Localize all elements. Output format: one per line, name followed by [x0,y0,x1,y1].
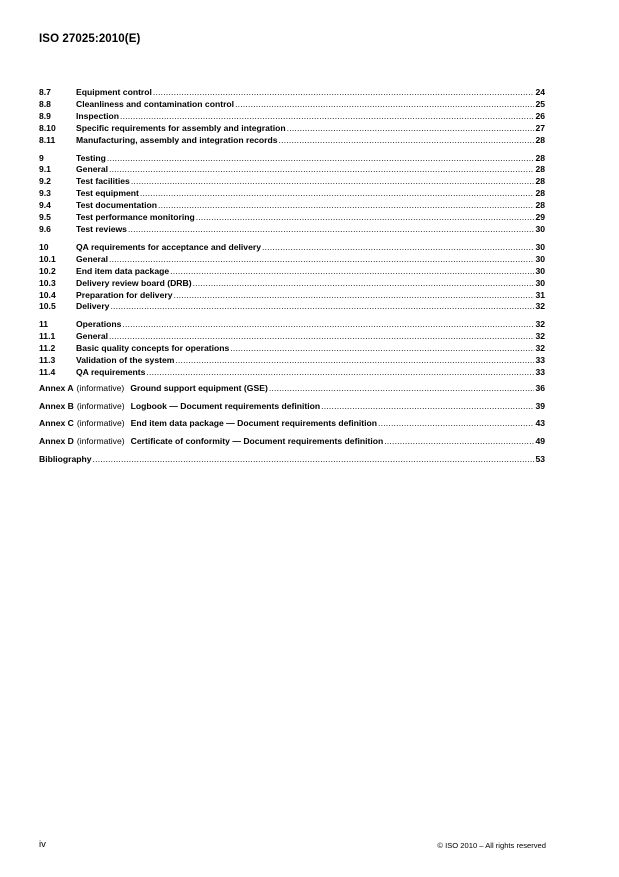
annex-kind: (informative) [76,382,125,393]
bibliography-title: Bibliography [39,454,92,465]
toc-entry-title: Test documentation [76,200,158,211]
toc-entry-page: 32 [535,331,545,342]
toc-entry[interactable] [39,176,545,188]
toc-entry-page: 32 [535,301,545,312]
toc-entry-title: Testing [76,152,106,163]
toc-entry[interactable] [39,331,545,343]
toc-entry-title: Delivery review board (DRB) [76,277,192,288]
toc-entry-title: Operations [76,319,122,330]
toc-entry-page: 28 [535,164,545,175]
toc-entry[interactable] [39,319,545,331]
toc-entry[interactable] [39,153,545,165]
dot-leader [110,301,534,313]
toc-entry-number: 9.4 [39,200,51,211]
toc-entry-page: 26 [535,110,545,121]
toc-entry-page: 28 [535,188,545,199]
dot-leader [279,135,535,147]
dot-leader [193,278,535,290]
toc-entry-page: 33 [535,366,545,377]
toc-entry-page: 33 [535,355,545,366]
dot-leader [175,355,534,367]
annex-kind: (informative) [76,436,125,447]
annex-label: Annex C [39,418,74,429]
toc-entry[interactable] [39,135,545,147]
toc-entry-title: Inspection [76,110,119,121]
toc-entry[interactable] [39,266,545,278]
dot-leader [262,242,534,254]
dot-leader [384,436,534,448]
annex-page: 49 [535,436,545,447]
toc-entry[interactable] [39,301,545,313]
toc-entry-page: 28 [535,200,545,211]
toc-entry-title: Cleanliness and contamination control [76,98,235,109]
toc-entry[interactable] [39,242,545,254]
annex-label: Annex D [39,436,74,447]
toc-entry-page: 32 [535,343,545,354]
toc-entry[interactable] [39,99,545,111]
toc-entry-number: 11.1 [39,331,56,342]
toc-entry-title: QA requirements [76,366,146,377]
document-id-header: ISO 27025:2010(E) [39,33,141,45]
toc-entry-title: General [76,331,109,342]
dot-leader [170,266,534,278]
dot-leader [321,401,534,413]
dot-leader [140,188,535,200]
annex-kind: (informative) [76,418,125,429]
toc-annex-entry[interactable] [39,418,545,430]
dot-leader [93,454,535,466]
dot-leader [109,331,534,343]
toc-entry-number: 10 [39,241,49,252]
toc-entry-number: 8.7 [39,87,51,97]
toc-entry-title: Delivery [76,301,110,312]
dot-leader [122,319,534,331]
toc-entry-page: 28 [535,152,545,163]
toc-entry[interactable] [39,111,545,123]
toc-entry-title: Validation of the system [76,355,175,366]
toc-entry-page: 25 [535,98,545,109]
toc-entry-title: Basic quality concepts for operations [76,343,230,354]
toc-entry[interactable] [39,278,545,290]
toc-entry-title: End item data package [76,265,170,276]
toc-entry[interactable] [39,343,545,355]
toc-entry-page: 27 [535,122,545,133]
footer-copyright: © ISO 2010 – All rights reserved [437,841,546,850]
toc-entry[interactable] [39,212,545,224]
footer-page-number: iv [39,839,46,850]
toc-entry-page: 28 [535,134,545,145]
toc-annex-entry[interactable] [39,436,545,448]
dot-leader [109,164,534,176]
toc-entry-page: 29 [535,212,545,223]
bibliography-page: 53 [535,454,545,465]
toc-entry-number: 9.6 [39,223,51,234]
dot-leader [131,176,535,188]
toc-entry[interactable] [39,188,545,200]
toc-entry-page: 30 [535,253,545,264]
toc-entry-number: 8.8 [39,98,51,109]
toc-entry-page: 30 [535,277,545,288]
toc-entry-number: 8.11 [39,134,56,145]
toc-entry-number: 11 [39,319,49,330]
toc-entry-number: 8.9 [39,110,51,121]
toc-entry-number: 9.1 [39,164,51,175]
toc-entry-title: Test performance monitoring [76,212,195,223]
annex-title: Ground support equipment (GSE) [130,382,268,393]
toc-entry[interactable] [39,87,545,99]
toc-entry-title: Test reviews [76,223,127,234]
toc-annex-entry[interactable] [39,401,545,413]
toc-entry-number: 9.3 [39,188,51,199]
dot-leader [230,343,534,355]
dot-leader [269,383,535,395]
toc-entry-title: Equipment control [76,87,152,97]
toc-entry-number: 10.2 [39,265,56,276]
toc-entry-title: QA requirements for acceptance and delivery [76,241,261,252]
annex-title: Logbook — Document requirements definition [130,400,321,411]
toc-entry-title: General [76,253,109,264]
toc-entry-number: 11.2 [39,343,56,354]
annex-page: 36 [535,382,545,393]
dot-leader [287,123,535,135]
toc-entry-number: 10.1 [39,253,56,264]
annex-page: 43 [535,418,545,429]
toc-entry-page: 24 [535,87,545,97]
toc-entry[interactable] [39,123,545,135]
toc-entry-page: 28 [535,176,545,187]
dot-leader [109,254,534,266]
dot-leader [235,99,534,111]
toc-entry-number: 10.5 [39,301,56,312]
toc-entry[interactable] [39,290,545,302]
toc-entry-page: 30 [535,223,545,234]
dot-leader [378,418,534,430]
dot-leader [107,153,535,165]
toc-entry-title: Manufacturing, assembly and integration records [76,134,278,145]
annex-label: Annex A [39,382,74,393]
toc-bibliography-entry[interactable] [39,454,545,466]
toc-entry-number: 11.3 [39,355,56,366]
toc-entry-number: 9.5 [39,212,51,223]
toc-entry-number: 10.4 [39,289,56,300]
annex-label: Annex B [39,400,74,411]
toc-entry[interactable] [39,200,545,212]
dot-leader [120,111,534,123]
toc-entry[interactable] [39,355,545,367]
toc-entry-page: 31 [535,289,545,300]
dot-leader [196,212,535,224]
toc-entry-page: 32 [535,319,545,330]
toc-entry[interactable] [39,224,545,236]
toc-entry[interactable] [39,164,545,176]
toc-entry-title: Test facilities [76,176,130,187]
toc-entry-number: 10.3 [39,277,56,288]
dot-leader [158,200,534,212]
toc-entry-number: 8.10 [39,122,56,133]
toc-entry-page: 30 [535,265,545,276]
dot-leader [128,224,534,236]
dot-leader [146,367,534,379]
toc-entry-number: 9.2 [39,176,51,187]
toc-entry-title: Test equipment [76,188,139,199]
annex-title: Certificate of conformity — Document requirements definition [130,436,384,447]
annex-title: End item data package — Document requirements definition [130,418,378,429]
table-of-contents [39,87,545,466]
toc-entry-number: 11.4 [39,366,56,377]
toc-entry-title: Preparation for delivery [76,289,173,300]
toc-entry[interactable] [39,367,545,379]
toc-entry[interactable] [39,254,545,266]
toc-entry-number: 9 [39,152,44,163]
annex-kind: (informative) [76,400,125,411]
dot-leader [173,290,534,302]
toc-annex-entry[interactable] [39,383,545,395]
annex-page: 39 [535,400,545,411]
toc-entry-title: Specific requirements for assembly and integration [76,122,286,133]
toc-entry-page: 30 [535,241,545,252]
dot-leader [153,87,535,99]
toc-entry-title: General [76,164,109,175]
